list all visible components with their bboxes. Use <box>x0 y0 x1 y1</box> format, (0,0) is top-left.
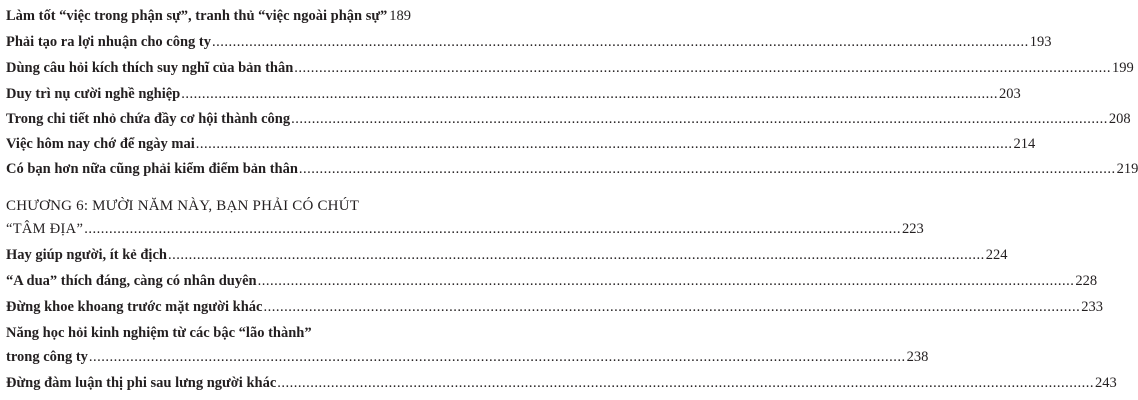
dot-leader <box>168 245 985 265</box>
toc-entry-title: “A dua” thích đáng, càng có nhân duyên <box>6 273 257 289</box>
toc-entry-page: 214 <box>1013 136 1036 152</box>
toc-entry-title: Đừng khoe khoang trước mặt người khác <box>6 299 263 315</box>
toc-entry-title: Phải tạo ra lợi nhuận cho công ty <box>6 34 212 50</box>
toc-entry-title: trong công ty <box>6 349 88 365</box>
toc-entry-page: 203 <box>999 86 1021 102</box>
toc-entry <box>6 373 1117 393</box>
toc-entry <box>6 159 1138 179</box>
toc-entry-title: Hay giúp người, ít kẻ địch <box>6 247 167 263</box>
dot-leader <box>196 134 1013 154</box>
dot-leader <box>291 109 1108 129</box>
dot-leader <box>277 373 1094 393</box>
toc-entry <box>6 134 1036 154</box>
dot-leader <box>212 32 1029 52</box>
toc-entry <box>6 109 1131 129</box>
toc-entry <box>6 297 1103 317</box>
toc-entry-page: 224 <box>985 247 1008 263</box>
dot-leader <box>258 271 1075 291</box>
toc-entry-title: Đừng đàm luận thị phi sau lưng người khác <box>6 375 277 391</box>
toc-entry-title: Duy trì nụ cười nghề nghiệp <box>6 86 181 102</box>
toc-entry-page: 238 <box>906 349 929 365</box>
toc-entry-title: Làm tốt “việc trong phận sự”, tranh thủ “việc ngoài phận sự” <box>6 8 388 24</box>
toc-entry-title: Trong chi tiết nhỏ chứa đầy cơ hội thành công <box>6 111 291 127</box>
toc-entry-page: 233 <box>1081 299 1103 315</box>
dot-leader <box>263 297 1080 317</box>
toc-entry-page: 199 <box>1112 60 1134 76</box>
toc-entry-title: Việc hôm nay chớ để ngày mai <box>6 136 195 152</box>
toc-entry-title: Năng học hỏi kinh nghiệm từ các bậc “lão thành” <box>6 325 312 341</box>
chapter-page: 223 <box>901 221 924 237</box>
toc-entry-page: 208 <box>1108 111 1131 127</box>
chapter-heading-line2: “TÂM ĐỊA” <box>6 221 84 237</box>
toc-entry-title: Dùng câu hỏi kích thích suy nghĩ của bản thân <box>6 60 294 76</box>
toc-entry <box>6 271 1098 291</box>
toc-entry-page: 193 <box>1029 34 1052 50</box>
toc-entry <box>6 32 1052 52</box>
toc-entry-title: Có bạn hơn nữa cũng phải kiểm điểm bản thân <box>6 161 298 177</box>
toc-entry <box>6 6 412 26</box>
toc-entry <box>6 84 1021 104</box>
toc-entry-page: 243 <box>1095 375 1117 391</box>
toc-entry-page: 219 <box>1116 161 1138 177</box>
toc-entry-page: 189 <box>389 8 412 24</box>
dot-leader <box>299 159 1116 179</box>
dot-leader <box>89 347 906 367</box>
chapter-heading: CHƯƠNG 6: MƯỜI NĂM NÀY, BẠN PHẢI CÓ CHÚT <box>6 198 360 214</box>
chapter-heading-continued <box>6 219 924 239</box>
dot-leader <box>294 58 1111 78</box>
toc-entry-continued <box>6 347 929 367</box>
toc-entry <box>6 245 1008 265</box>
dot-leader <box>84 219 901 239</box>
toc-entry-page: 228 <box>1075 273 1098 289</box>
toc-entry <box>6 58 1134 78</box>
dot-leader <box>181 84 998 104</box>
toc-entry <box>6 323 378 343</box>
